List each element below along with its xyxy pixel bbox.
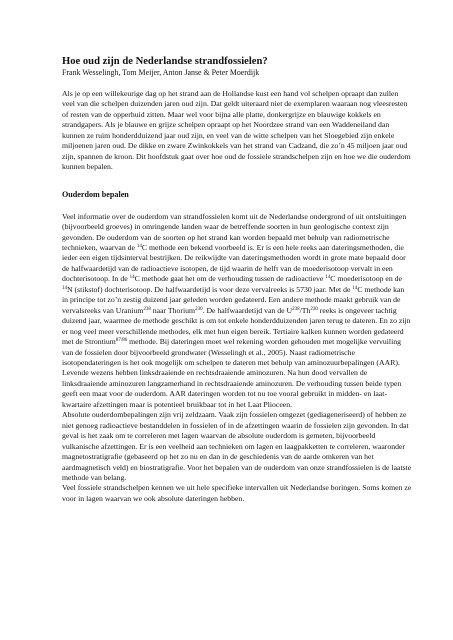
isotope-superscript: 238 (292, 306, 300, 312)
document-title: Hoe oud zijn de Nederlandse strandfossielen? (62, 56, 268, 67)
isotope-superscript: 230 (195, 306, 203, 312)
author-list: Frank Wesselingh, Tom Meijer, Anton Janse & Peter Moerdijk (62, 68, 260, 77)
text-run: C methode een bekend voorbeeld is. Er is een hele reeks aan dateringsmethoden, die ieder een eigen tijdsinterval bestrijken. De reikwijdte van dateringsmethoden wordt in grote mate bepaald door de halfwaardetijd van de radioactieve isotopen, de tijd waarin de helft van de moederisotoop vervalt in een dochterisotoop. In de (62, 242, 406, 284)
body-paragraph-3: Veel fossiele strandschelpen kennen we uit hele specifieke intervallen uit Nederlandse boringen. Soms komen ze voor in lagen waarvan we ook absolute dateringen hebben. (62, 483, 412, 503)
isotope-superscript: 230 (310, 306, 318, 312)
section-heading: Ouderdom bepalen (62, 189, 129, 199)
body-paragraph-2: Absolute ouderdombepalingen zijn vrij zeldzaam. Vaak zijn fossielen omgezet (gediageneriseerd) of hebben ze niet genoeg radioactieve bestanddelen in fossielen of in de afzettingen waarin de fossielen zijn gevonden. In dat geval is het zaak om te correleren met lagen waarvan de absolute ouderdom is gemeten, bijvoorbeeld vulkanische afzettingen. Er is een veelheid aan technieken om lagen en laagpakketten te correleren, waaronder magnetostratigrafie (gebaseerd op het zo nu en dan in de geschiedenis van de aarde omkeren van het aardmagnetisch veld) en biostratigrafie. Voor het bepalen van de ouderdom van onze strandfossielen is de laatste methode van belang. (62, 410, 412, 482)
text-run: C methode kan in principe tot zo’n zestig duizend jaar geleden worden gedateerd. Een andere methode maakt gebruik van de vervalsreeks van Uranium (62, 284, 405, 315)
text-run: C moederisotoop en de (330, 274, 402, 284)
text-run: . De halfwaardetijd van de U (202, 305, 293, 315)
text-run: C methode gaat het om de verhouding tussen de radioactieve (134, 274, 326, 284)
isotope-superscript: 238 (143, 306, 151, 312)
body-paragraph-1 (62, 212, 412, 411)
isotope-superscript: 14 (352, 285, 358, 291)
text-run: /Th (299, 305, 311, 315)
text-run: N (stikstof) dochterisotoop. De halfwaardetijd is voor deze vervalreeks is 5730 jaar. Met de (67, 284, 353, 294)
text-run: Veel informatie over de ouderdom van strandfossielen komt uit de Nederlandse ondergrond of uit ontsluitingen (bijvoorbeeld groeves) in omringende landen waar de betreffende soorten in hun geologische context zijn gevonden. De ouderdom van de soorten op het strand kan worden bepaald met behulp van radiometrische technieken, waarvan de (62, 211, 407, 252)
text-run: reeks is ongeveer tachtig duizend jaar, waarmee de methode geschikt is om tot enkele honderdduizenden jaren terug te dateren. En zo zijn er nog veel meer verschillende methodes, elk met hun eigen bereik. Tertiaire kalken kunnen worden gedateerd met de Strontium (62, 305, 411, 347)
isotope-superscript: 14 (62, 285, 67, 291)
isotope-superscript: 87/86 (115, 338, 128, 344)
document-page (62, 56, 412, 504)
isotope-superscript: 14 (325, 275, 331, 281)
text-run: methode. Bij dateringen moet wel rekening worden gehouden met mogelijke vervuiling van de fossielen door bijvoorbeeld grondwater (Wesselingh et al., 2005). Naast radiometrische isotopendateringen is het ook mogelijk om schelpen te dateren met behulp van aminozuurbepalingen (AAR). Levende wezens hebben linksdraaiende en rechtsdraaiende aminozuren. Na hun dood vervallen de linksdraaiende aminozuren langzamerhand in rechtsdraaiende aminozuren. De verhouding tussen beide typen geeft een maat voor de ouderdom. AAR dateringen worden tot nu toe vooral gebruikt in midden- en laat-kwartaire afzettingen maar is potentieel bruikbaar tot in het Laat Plioceen. (62, 337, 402, 409)
isotope-superscript: 14 (129, 275, 135, 281)
text-run: naar Thorium (150, 305, 196, 315)
isotope-superscript: 14 (136, 243, 142, 249)
intro-paragraph: Als je op een willekeurige dag op het strand aan de Hollandse kust een hand vol schelpen opraapt dan zullen veel van die schelpen duizenden jaren oud zijn. Dat geldt uiteraard niet de exemplaren waaraan nog vleesresten of resten van de opperhuid zitten. Maar wel voor bijna alle platte, donkergrijze en blauwige kokkels en strandgapers. Als je blauwe en grijze schelpen opraapt op het Noordzee strand van een Waddeneiland dan kunnen ze ruim honderdduizend jaar oud zijn, en veel van de witte schelpen van het Sloegebied zijn enkele miljoenen jaren oud. De dikke en zware Zwinkokkels van het strand van Cadzand, die zo’n 45 miljoen jaar oud zijn, spannen de kroon. Dit hoofdstuk gaat over hoe oud de fossiele strandschelpen zijn en hoe we die ouderdom kunnen bepalen. (62, 89, 411, 172)
